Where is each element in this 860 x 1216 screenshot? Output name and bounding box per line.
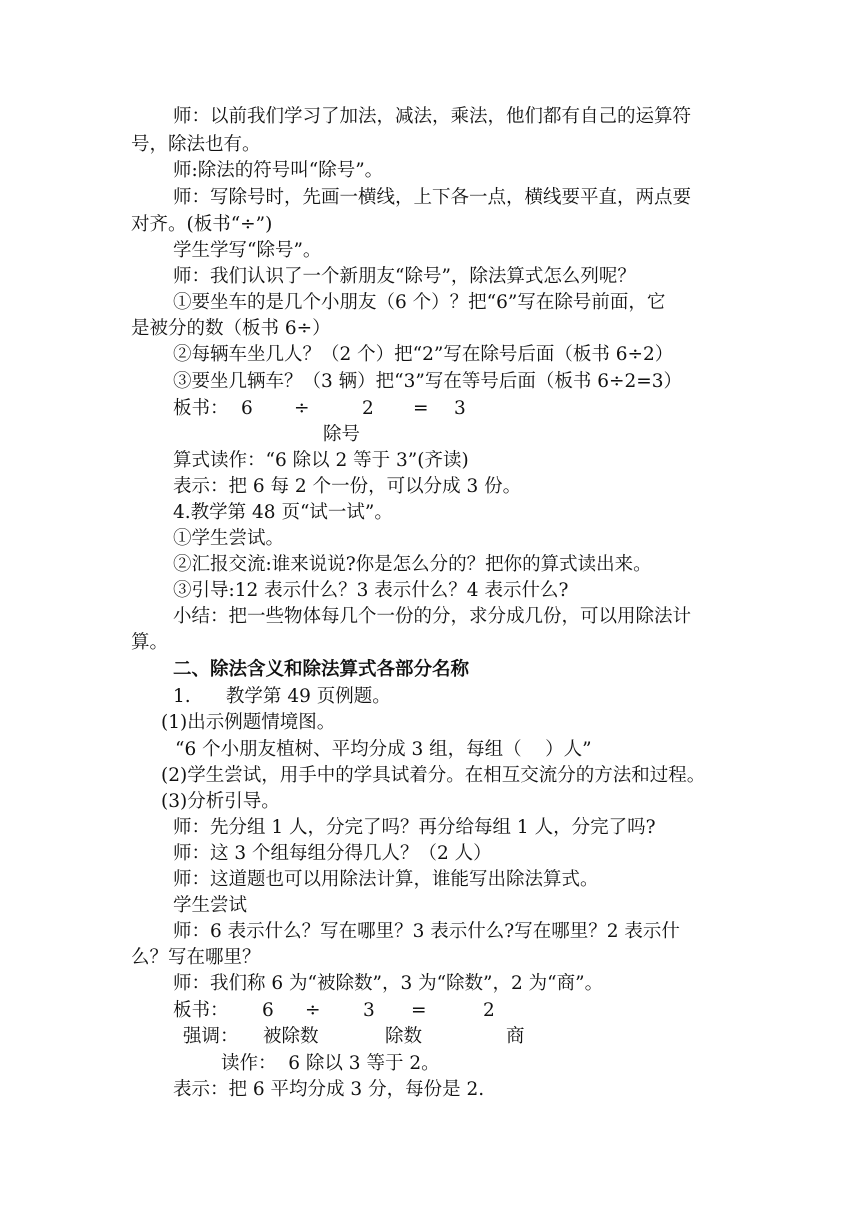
board-equals: = — [413, 398, 429, 419]
board-label: 板书： — [173, 1000, 229, 1021]
board-operator: ÷ — [294, 398, 310, 419]
text-line: ①要坐车的是几个小朋友（6 个）？把“6”写在除号前面，它 — [173, 292, 666, 313]
text-line: 师：我们称 6 为“被除数”，3 为“除数”，2 为“商”。 — [173, 973, 604, 994]
text-line: 1. 教学第 49 页例题。 — [173, 686, 391, 707]
term-dividend: 被除数 — [263, 1026, 319, 1047]
text-line: ②汇报交流:谁来说说?你是怎么分的？把你的算式读出来。 — [173, 554, 652, 575]
term-quotient: 商 — [506, 1026, 525, 1047]
text-line: 读作： 6 除以 3 等于 2。 — [221, 1053, 440, 1074]
term-divisor: 除数 — [385, 1026, 423, 1047]
board-operand: 2 — [362, 398, 374, 419]
board-result: 3 — [454, 398, 466, 419]
text-line: “6 个小朋友植树、平均分成 3 组，每组（ ）人” — [175, 739, 592, 760]
section-heading: 二、除法含义和除法算式各部分名称 — [173, 659, 470, 680]
text-line: 师：这 3 个组每组分得几人？（2 人） — [173, 843, 492, 864]
text-line: 号，除法也有。 — [131, 134, 261, 155]
board-equals: = — [411, 1000, 427, 1021]
text-line: 师：我们认识了一个新朋友“除号”，除法算式怎么列呢？ — [173, 266, 636, 287]
text-line: 小结：把一些物体每几个一份的分，求分成几份，可以用除法计 — [173, 606, 692, 627]
text-line: ②每辆车坐几人？（2 个）把“2”写在除号后面（板书 6÷2） — [173, 344, 674, 365]
board-operand: 6 — [241, 398, 253, 419]
text-line: 表示：把 6 平均分成 3 分，每份是 2. — [173, 1079, 485, 1100]
text-line: 对齐。(板书“÷”) — [131, 214, 273, 235]
emphasis-label: 强调： — [183, 1026, 239, 1047]
text-line: 师:除法的符号叫“除号”。 — [173, 160, 384, 181]
text-line: 4.教学第 48 页“试一试”。 — [173, 502, 393, 523]
board-sign-name: 除号 — [323, 424, 361, 445]
text-line: 师：这道题也可以用除法计算，谁能写出除法算式。 — [173, 869, 599, 890]
text-line: 学生学写“除号”。 — [173, 240, 322, 261]
text-line: 是被分的数（板书 6÷） — [131, 318, 331, 339]
text-line: 算。 — [131, 632, 169, 653]
text-line: 算式读作：“6 除以 2 等于 3”(齐读) — [173, 450, 469, 471]
board-operand: 3 — [363, 1000, 375, 1021]
text-line: (1)出示例题情境图。 — [161, 712, 336, 733]
text-line: 师：写除号时，先画一横线，上下各一点，横线要平直，两点要 — [173, 187, 692, 208]
text-line: (2)学生尝试，用手中的学具试着分。在相互交流分的方法和过程。 — [161, 765, 706, 786]
board-label: 板书： — [173, 398, 229, 419]
text-line: 么？写在哪里？ — [131, 947, 261, 968]
board-operator: ÷ — [305, 1000, 321, 1021]
text-line: 师：6 表示什么？写在哪里？3 表示什么?写在哪里？2 表示什 — [173, 921, 680, 942]
text-line: 学生尝试 — [173, 895, 248, 916]
text-line: (3)分析引导。 — [161, 791, 280, 812]
text-line: ③引导:12 表示什么？3 表示什么？4 表示什么? — [173, 580, 569, 601]
text-line: 师：以前我们学习了加法，减法，乘法，他们都有自己的运算符 — [173, 106, 692, 127]
text-line: 师：先分组 1 人，分完了吗？再分给每组 1 人，分完了吗? — [173, 817, 656, 838]
text-line: ③要坐几辆车？（3 辆）把“3”写在等号后面（板书 6÷2=3） — [173, 371, 683, 392]
text-line: 表示：把 6 每 2 个一份，可以分成 3 份。 — [173, 476, 522, 497]
text-line: ①学生尝试。 — [173, 528, 285, 549]
board-result: 2 — [483, 1000, 495, 1021]
board-operand: 6 — [262, 1000, 274, 1021]
